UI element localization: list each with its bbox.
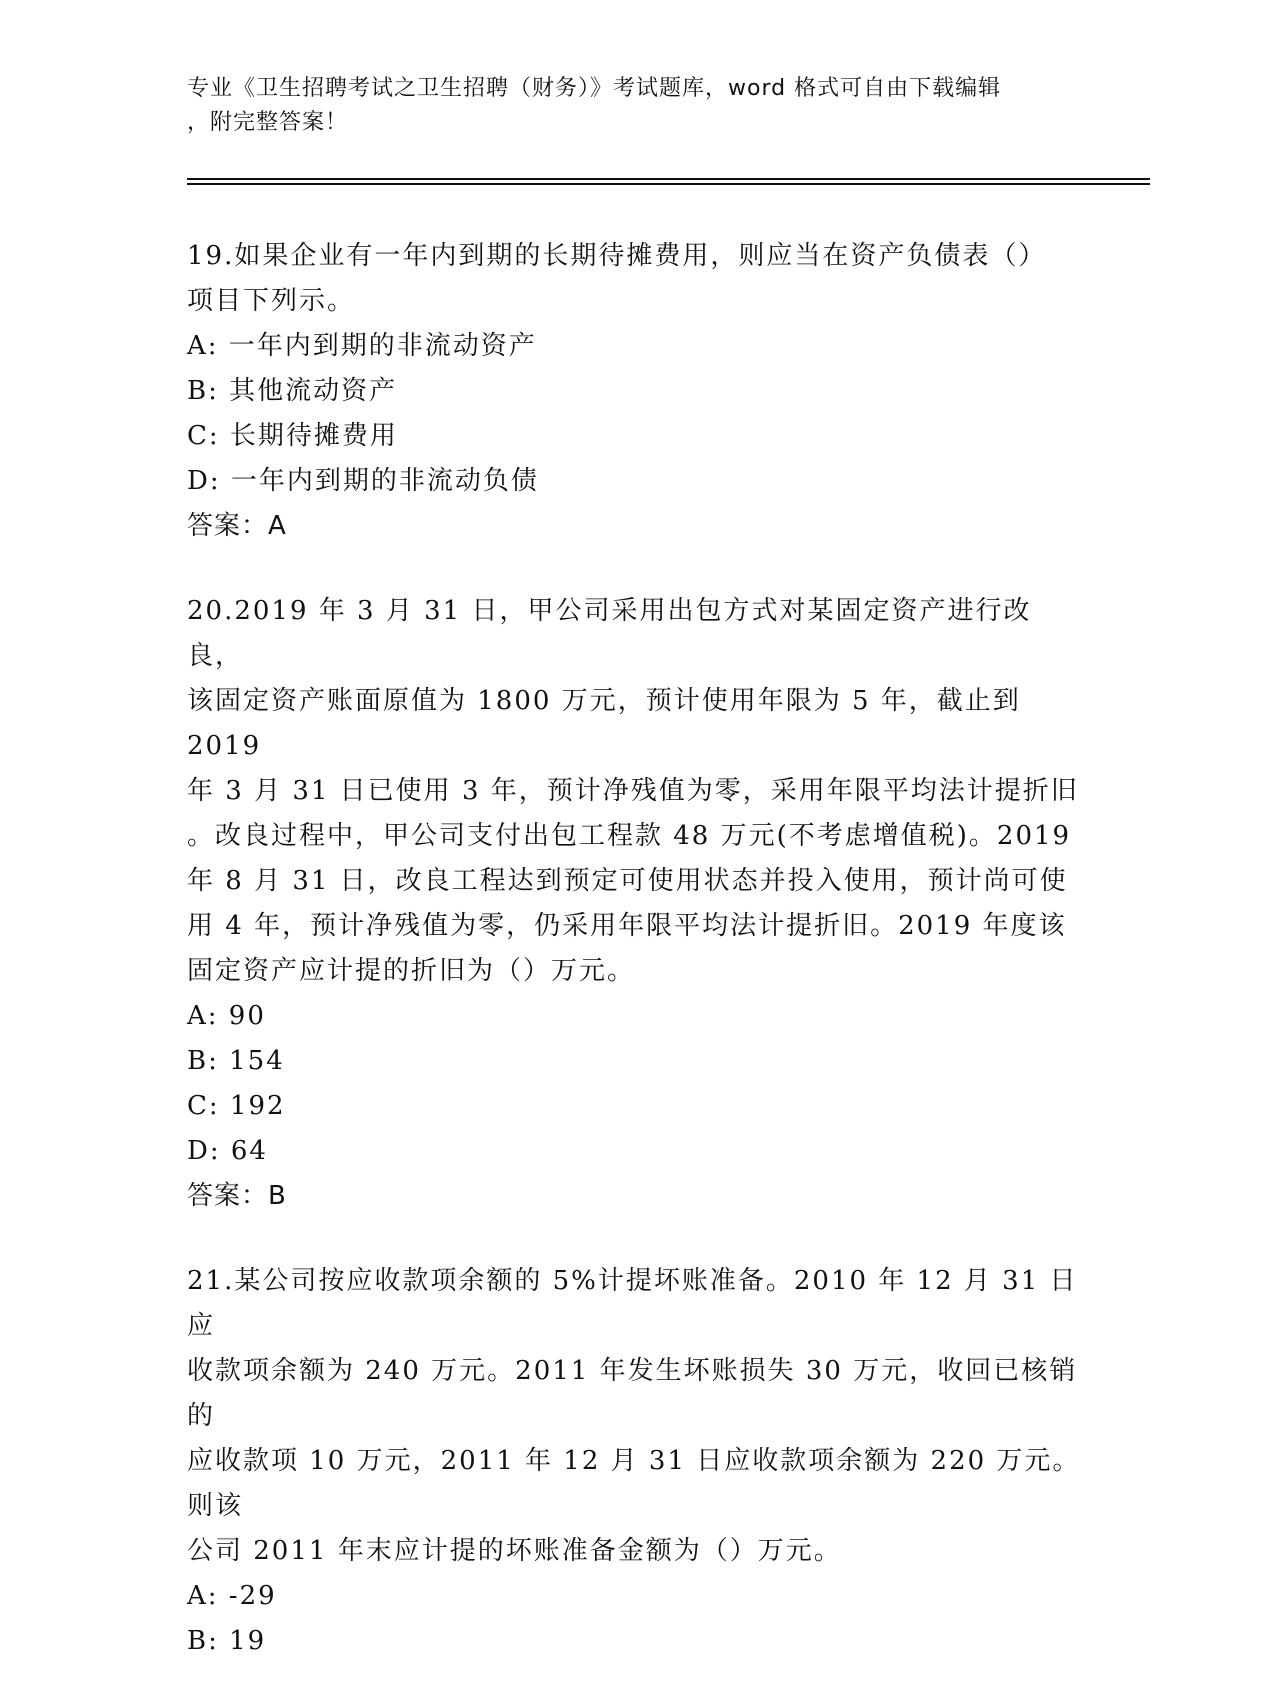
- header-divider-top: [187, 178, 1150, 180]
- question-stem-line: 用 4 年，预计净残值为零，仍采用年限平均法计提折旧。2019 年度该: [187, 911, 1067, 941]
- question-stem-line: 固定资产应计提的折旧为（）万元。: [187, 956, 636, 986]
- header-divider-bottom: [187, 183, 1150, 185]
- question-19: [187, 234, 1087, 549]
- option-a: A: 90: [187, 1001, 266, 1031]
- option-a: A: 一年内到期的非流动资产: [187, 331, 537, 361]
- option-a: A: -29: [187, 1581, 277, 1611]
- question-stem-line: 。改良过程中，甲公司支付出包工程款 48 万元(不考虑增值税)。2019: [187, 821, 1072, 851]
- question-stem-line: 公司 2011 年末应计提的坏账准备金额为（）万元。: [187, 1536, 842, 1566]
- document-header: [187, 72, 1067, 140]
- header-line-2: ，附完整答案！: [187, 110, 349, 135]
- question-stem-line: 年 8 月 31 日，改良工程达到预定可使用状态并投入使用，预计尚可使: [187, 866, 1068, 896]
- question-stem-line: 收款项余额为 240 万元。2011 年发生坏账损失 30 万元，收回已核销的: [187, 1356, 1078, 1431]
- question-stem-line: 应收款项 10 万元，2011 年 12 月 31 日应收款项余额为 220 万元。则该: [187, 1446, 1081, 1521]
- option-d: D: 64: [187, 1136, 268, 1166]
- option-b: B: 其他流动资产: [187, 376, 398, 406]
- header-line-1: 专业《卫生招聘考试之卫生招聘（财务）》考试题库，word 格式可自由下载编辑: [187, 76, 1002, 101]
- option-b: B: 19: [187, 1626, 267, 1656]
- question-list: [187, 234, 1087, 1704]
- option-c: C: 192: [187, 1091, 286, 1121]
- question-stem-line: 年 3 月 31 日已使用 3 年，预计净残值为零，采用年限平均法计提折旧: [187, 776, 1079, 806]
- option-d: D: 一年内到期的非流动负债: [187, 466, 539, 496]
- answer-line: 答案：A: [187, 511, 287, 541]
- question-21: [187, 1259, 1087, 1664]
- question-stem-line: 20.2019 年 3 月 31 日，甲公司采用出包方式对某固定资产进行改良，: [187, 596, 1032, 671]
- question-stem-line: 21.某公司按应收款项余额的 5%计提坏账准备。2010 年 12 月 31 日应: [187, 1266, 1078, 1341]
- question-stem-line: 该固定资产账面原值为 1800 万元，预计使用年限为 5 年，截止到 2019: [187, 686, 1021, 761]
- question-stem-line: 项目下列示。: [187, 286, 356, 316]
- question-stem-line: 19.如果企业有一年内到期的长期待摊费用，则应当在资产负债表（）: [187, 241, 1047, 271]
- question-20: [187, 589, 1087, 1219]
- option-b: B: 154: [187, 1046, 285, 1076]
- option-c: C: 长期待摊费用: [187, 421, 398, 451]
- answer-line: 答案：B: [187, 1181, 287, 1211]
